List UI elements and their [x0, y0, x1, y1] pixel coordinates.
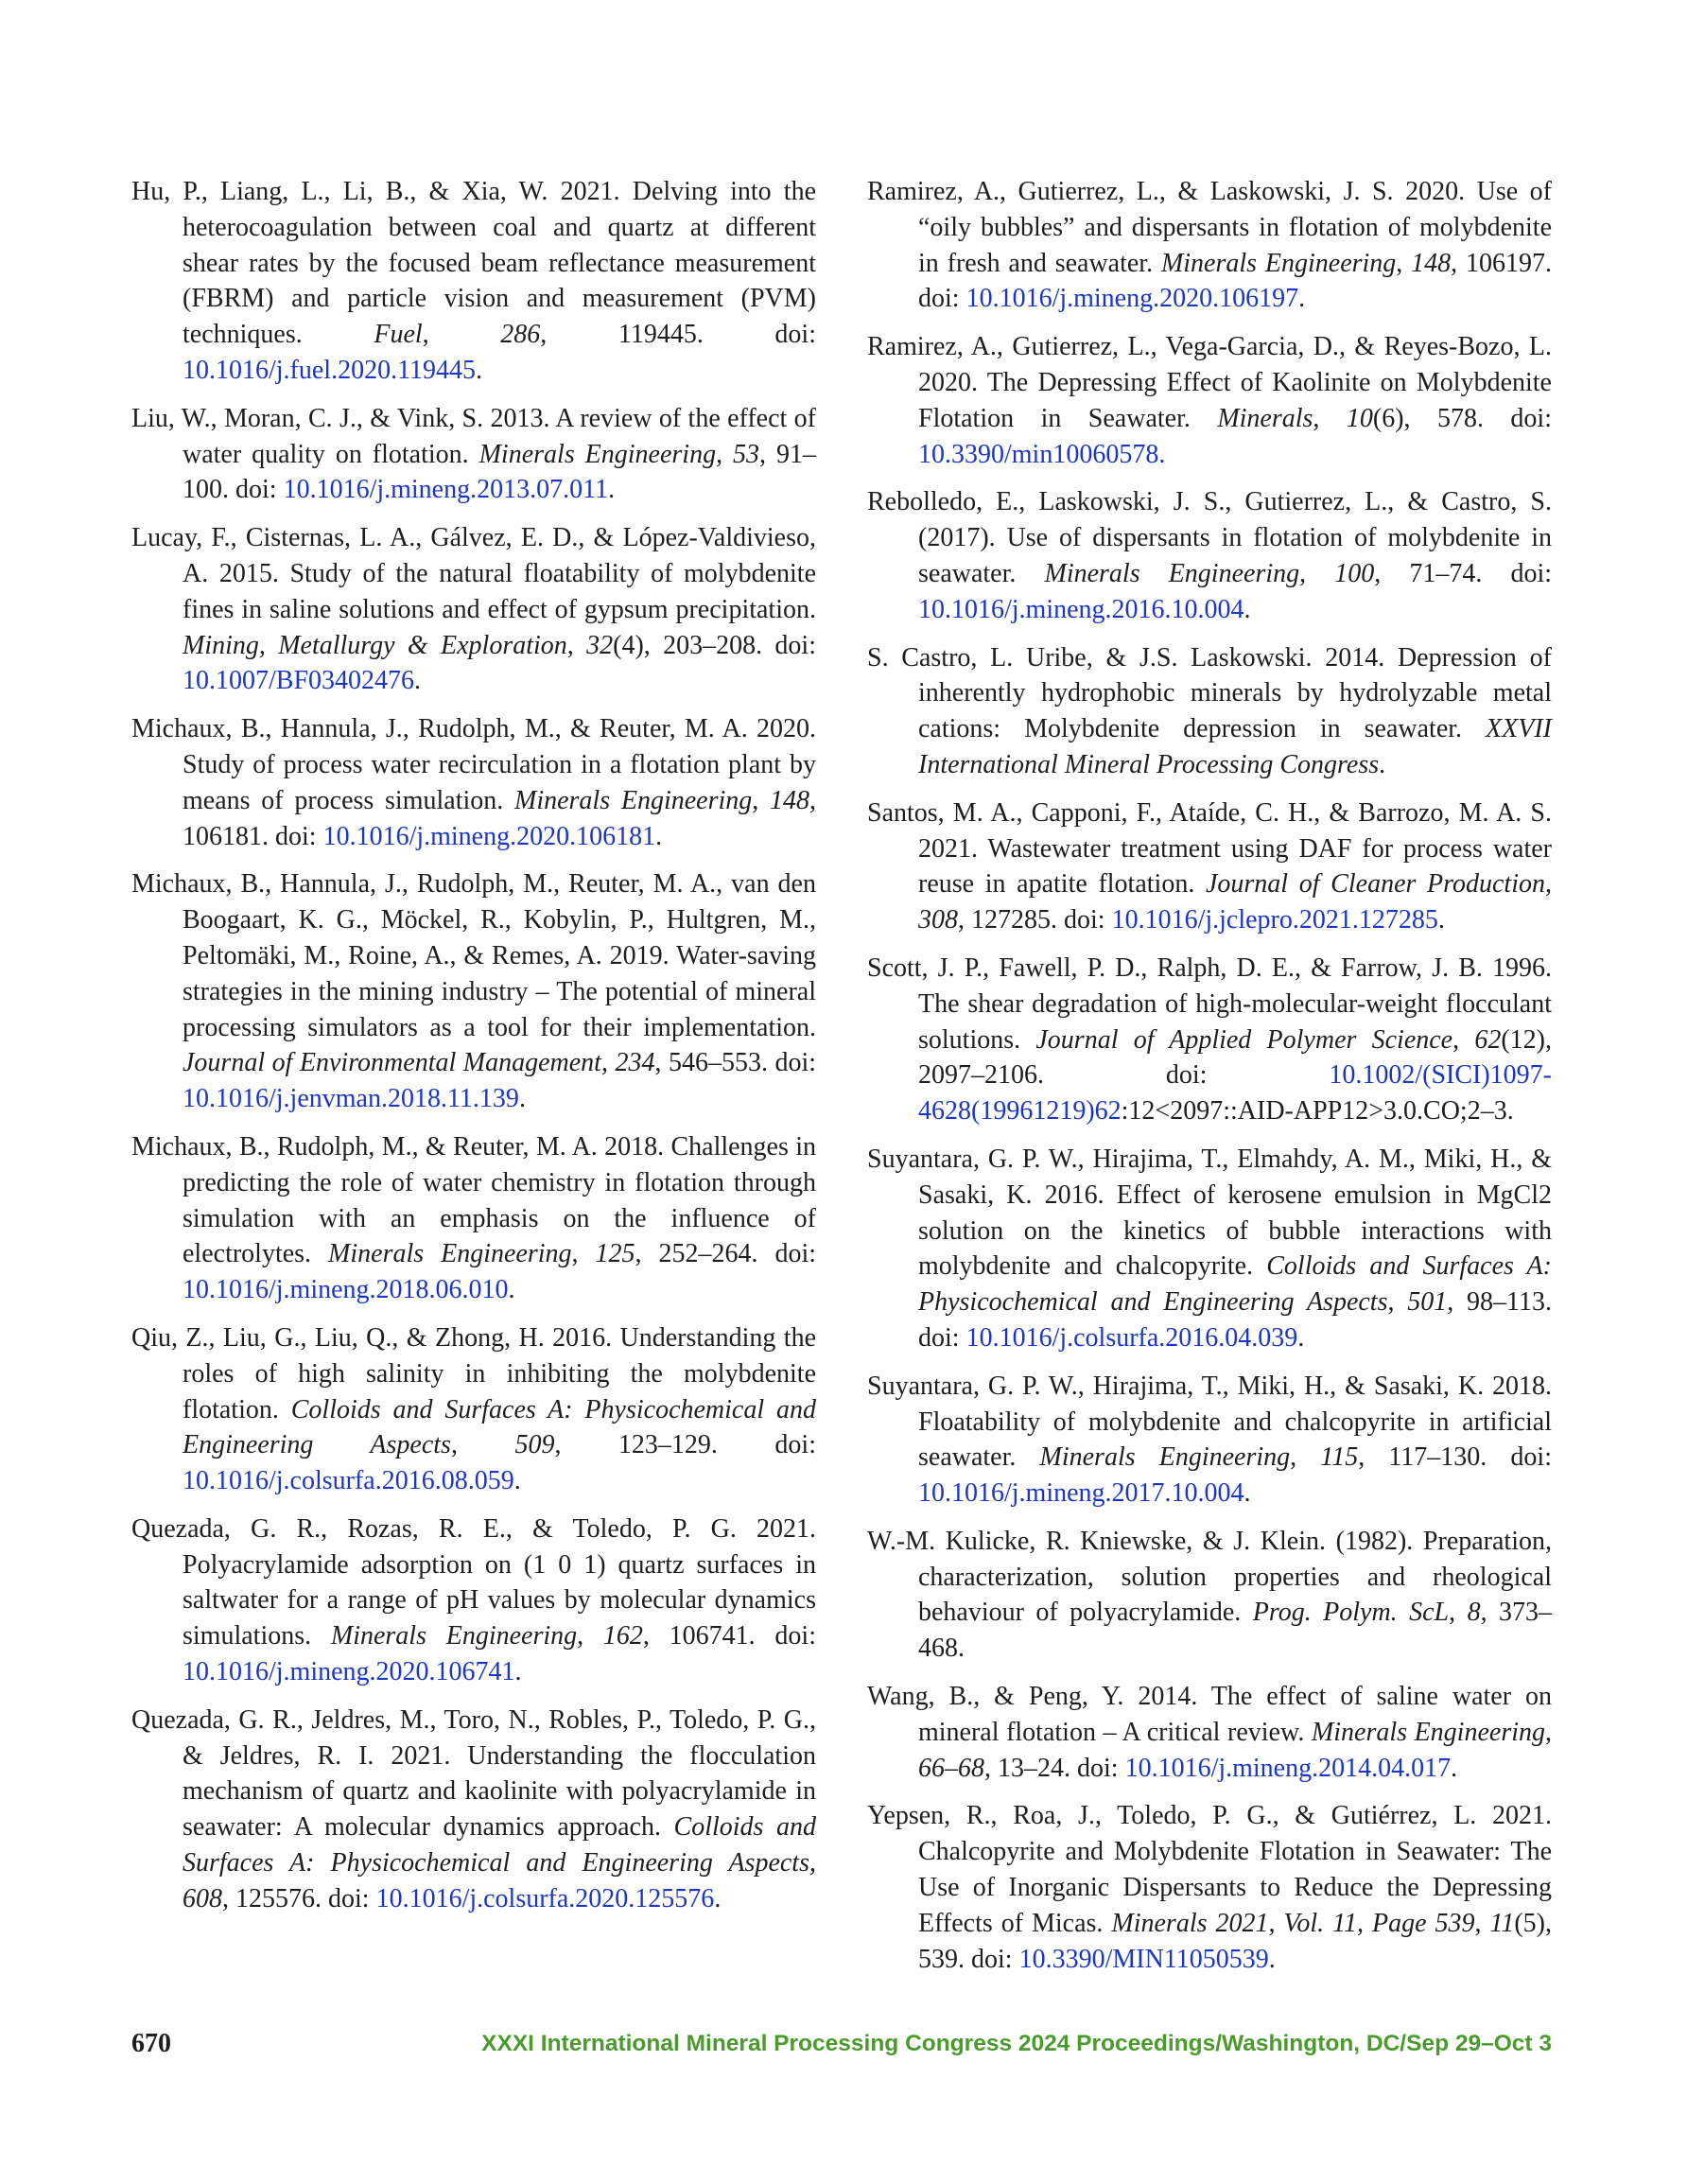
reference-entry: Hu, P., Liang, L., Li, B., & Xia, W. 2021. Delving into the heterocoagulation between coal and quartz at different shear rates by the focused beam reflectance measurement (FBRM) and particle vision and measurement (PVM) techniques. Fuel, 286, 119445. doi: 10.1016/j.fuel.2020.119445. — [131, 177, 816, 385]
reference-entry: Suyantara, G. P. W., Hirajima, T., Miki, H., & Sasaki, K. 2018. Floatability of molybdenite and chalcopyrite in artificial seawater. Minerals Engineering, 115, 117–130. doi: 10.1016/j.mineng.2017.10.004. — [867, 1371, 1552, 1509]
reference-entry: S. Castro, L. Uribe, & J.S. Laskowski. 2014. Depression of inherently hydrophobic minerals by hydrolyzable metal cations: Molybdenite depression in seawater. XXVII International Mineral Processing Congress. — [867, 642, 1552, 779]
references-right-column — [867, 174, 1552, 1989]
reference-entry: Yepsen, R., Roa, J., Toledo, P. G., & Gutiérrez, L. 2021. Chalcopyrite and Molybdenite Flotation in Seawater: The Use of Inorganic Dispersants to Reduce the Depressing Effects of Micas. Minerals 2021, Vol. 11, Page 539, 11(5), 539. doi: 10.3390/MIN11050539. — [867, 1801, 1553, 1974]
doi-link[interactable]: 10.1016/j.mineng.2016.10.004 — [918, 594, 1244, 624]
references-left-column — [131, 174, 816, 1930]
reference-entry: Wang, B., & Peng, Y. 2014. The effect of saline water on mineral flotation – A critical review. Minerals Engineering, 66–68, 13–24. doi: 10.1016/j.mineng.2014.04.017. — [867, 1682, 1552, 1783]
reference-entry: Scott, J. P., Fawell, P. D., Ralph, D. E., & Farrow, J. B. 1996. The shear degradation of high-molecular-weight flocculant solutions. Journal of Applied Polymer Science, 62(12), 2097–2106. doi: 10.1002/(SICI)1097-4628(19961219)62:12<2097::AID-APP12>3.0.CO;2–3. — [867, 952, 1553, 1127]
reference-entry: Michaux, B., Hannula, J., Rudolph, M., & Reuter, M. A. 2020. Study of process water recirculation in a flotation plant by means of process simulation. Minerals Engineering, 148, 106181. doi: 10.1016/j.mineng.2020.106181. — [131, 714, 816, 851]
page-footer — [131, 2029, 1552, 2067]
doi-link[interactable]: 10.1016/j.colsurfa.2016.04.039 — [965, 1322, 1298, 1353]
reference-entry: Quezada, G. R., Jeldres, M., Toro, N., Robles, P., Toledo, P. G., & Jeldres, R. I. 2021. Understanding the flocculation mechanism of quartz and kaolinite with polyacrylamide in seawater: A molecular dynamics approach. Colloids and Surfaces A: Physicochemical and Engineering Aspects, 608, 125576. doi: 10.1016/j.colsurfa.2020.125576. — [131, 1704, 816, 1913]
reference-entry: Michaux, B., Hannula, J., Rudolph, M., Reuter, M. A., van den Boogaart, K. G., Möckel, R., Kobylin, P., Hultgren, M., Peltomäki, M., Roine, A., & Remes, A. 2019. Water-saving strategies in the mining industry – The potential of mineral processing simulators as a tool for their implementation. Journal of Environmental Management, 234, 546–553. doi: 10.1016/j.jenvman.2018.11.139. — [131, 869, 816, 1114]
reference-entry: W.-M. Kulicke, R. Kniewske, & J. Klein. (1982). Preparation, characterization, solution properties and rheological behaviour of polyacrylamide. Prog. Polym. ScL, 8, 373–468. — [867, 1526, 1552, 1664]
reference-entry: Rebolledo, E., Laskowski, J. S., Gutierrez, L., & Castro, S. (2017). Use of dispersants in flotation of molybdenite in seawater. Minerals Engineering, 100, 71–74. doi: 10.1016/j.mineng.2016.10.004. — [867, 487, 1552, 624]
doi-link[interactable]: 10.1007/BF03402476 — [183, 666, 415, 696]
reference-entry: Lucay, F., Cisternas, L. A., Gálvez, E. D., & López-Valdivieso, A. 2015. Study of the natural floatability of molybdenite fines in saline solutions and effect of gypsum precipitation. Mining, Metallurgy & Exploration, 32(4), 203–208. doi: 10.1007/BF03402476. — [131, 523, 816, 696]
reference-entry: Liu, W., Moran, C. J., & Vink, S. 2013. A review of the effect of water quality on flotation. Minerals Engineering, 53, 91–100. doi: 10.1016/j.mineng.2013.07.011. — [131, 403, 816, 505]
reference-entry: Qiu, Z., Liu, G., Liu, Q., & Zhong, H. 2016. Understanding the roles of high salinity in inhibiting the molybdenite flotation. Colloids and Surfaces A: Physicochemical and Engineering Aspects, 509, 123–129. doi: 10.1016/j.colsurfa.2016.08.059. — [131, 1322, 816, 1496]
doi-link[interactable]: 10.1016/j.jclepro.2021.127285 — [1111, 905, 1438, 935]
reference-entry: Ramirez, A., Gutierrez, L., Vega-Garcia, D., & Reyes-Bozo, L. 2020. The Depressing Effect of Kaolinite on Molybdenite Flotation in Seawater. Minerals, 10(6), 578. doi: 10.3390/min10060578. — [867, 332, 1552, 469]
reference-entry: Michaux, B., Rudolph, M., & Reuter, M. A. 2018. Challenges in predicting the role of water chemistry in flotation through simulation with an emphasis on the influence of electrolytes. Minerals Engineering, 125, 252–264. doi: 10.1016/j.mineng.2018.06.010. — [131, 1131, 816, 1305]
doi-link[interactable]: 10.1016/j.mineng.2020.106181 — [322, 821, 656, 851]
reference-entry: Santos, M. A., Capponi, F., Ataíde, C. H., & Barrozo, M. A. S. 2021. Wastewater treatment using DAF for process water reuse in apatite flotation. Journal of Cleaner Production, 308, 127285. doi: 10.1016/j.jclepro.2021.127285. — [867, 797, 1552, 935]
page-number: 670 — [131, 2029, 171, 2058]
doi-link[interactable]: 10.1016/j.mineng.2013.07.011 — [283, 475, 609, 505]
reference-entry: Suyantara, G. P. W., Hirajima, T., Elmahdy, A. M., Miki, H., & Sasaki, K. 2016. Effect of kerosene emulsion in MgCl2 solution on the kinetics of bubble interactions with molybdenite and chalcopyrite. Colloids and Surfaces A: Physicochemical and Engineering Aspects, 501, 98–113. doi: 10.1016/j.colsurfa.2016.04.039. — [867, 1144, 1553, 1353]
doi-link[interactable]: 10.1016/j.colsurfa.2020.125576 — [375, 1883, 715, 1913]
doi-link[interactable]: 10.3390/min10060578. — [918, 439, 1166, 469]
doi-link[interactable]: 10.1016/j.mineng.2018.06.010 — [183, 1275, 509, 1305]
reference-entry: Quezada, G. R., Rozas, R. E., & Toledo, P. G. 2021. Polyacrylamide adsorption on (1 0 1) quartz surfaces in saltwater for a range of pH values by molecular dynamics simulations. Minerals Engineering, 162, 106741. doi: 10.1016/j.mineng.2020.106741. — [131, 1513, 816, 1687]
footer-title: XXXI International Mineral Processing Congress 2024 Proceedings/Washington, DC/Sep 29–Oct 3 — [481, 2031, 1552, 2056]
doi-link[interactable]: 10.1016/j.jenvman.2018.11.139 — [183, 1084, 519, 1114]
doi-link[interactable]: 10.1016/j.mineng.2020.106741 — [183, 1657, 515, 1687]
doi-link[interactable]: 10.1002/(SICI)1097-4628(19961219)62 — [918, 1060, 1552, 1127]
doi-link[interactable]: 10.1016/j.mineng.2017.10.004 — [918, 1478, 1244, 1509]
doi-link[interactable]: 10.1016/j.colsurfa.2016.08.059 — [183, 1466, 514, 1496]
doi-link[interactable]: 10.1016/j.mineng.2014.04.017 — [1124, 1753, 1452, 1783]
reference-entry: Ramirez, A., Gutierrez, L., & Laskowski, J. S. 2020. Use of “oily bubbles” and dispersants in flotation of molybdenite in fresh and seawater. Minerals Engineering, 148, 106197. doi: 10.1016/j.mineng.2020.106197. — [867, 177, 1552, 314]
doi-link[interactable]: 10.1016/j.mineng.2020.106197 — [965, 284, 1299, 314]
doi-link[interactable]: 10.1016/j.fuel.2020.119445 — [183, 355, 477, 385]
doi-link[interactable]: 10.3390/MIN11050539 — [1018, 1944, 1269, 1974]
